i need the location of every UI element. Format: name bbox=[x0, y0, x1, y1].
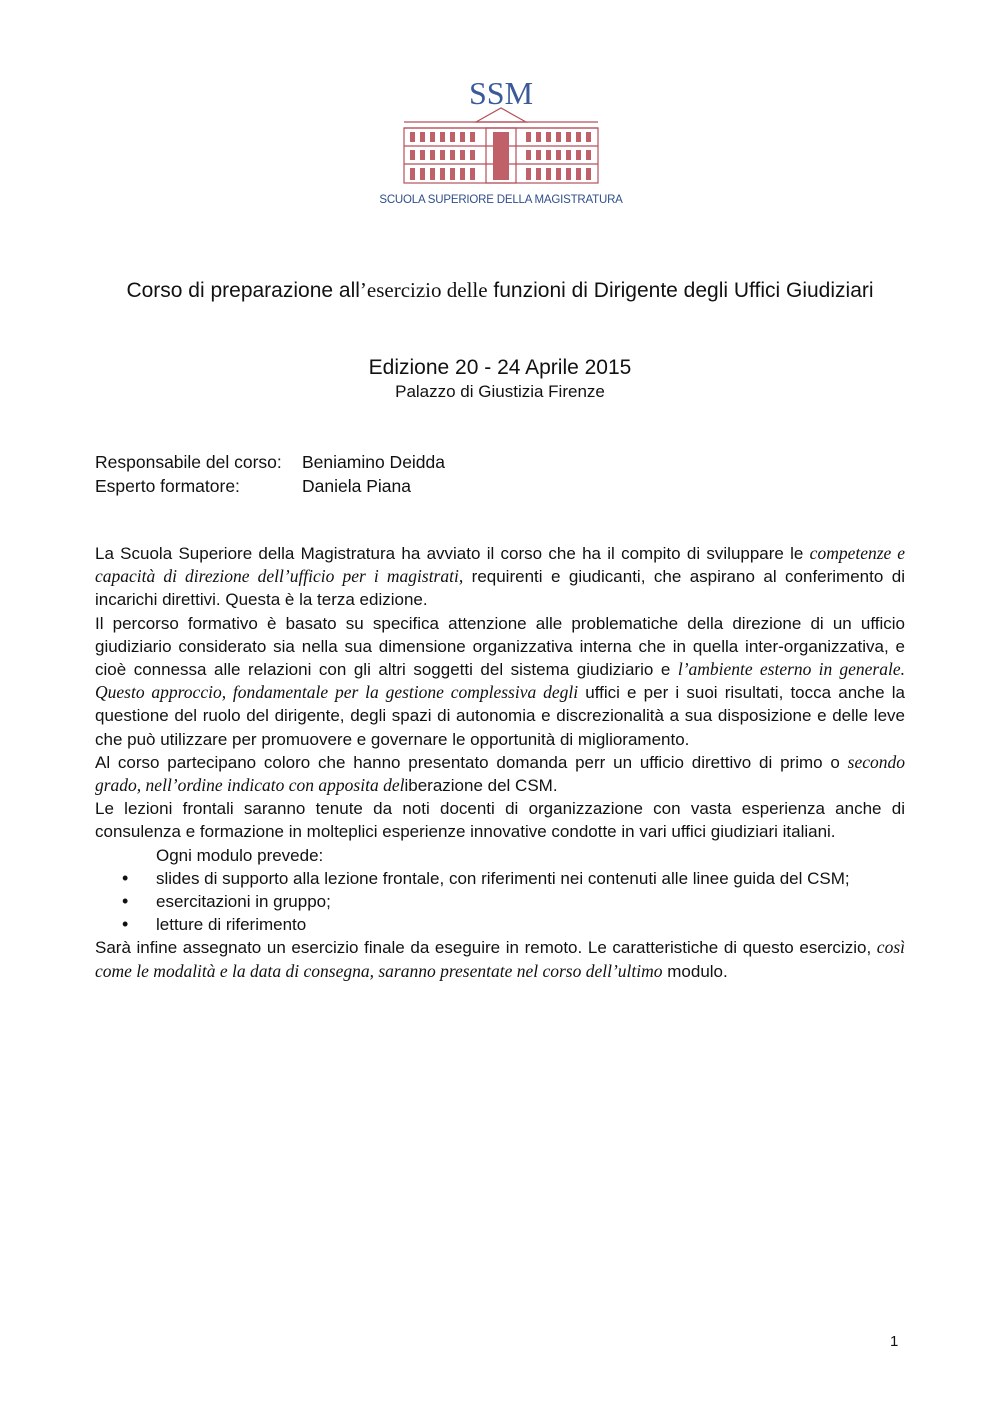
paragraph-intro bbox=[95, 542, 905, 612]
logo-name: Scuola Superiore della Magistratura bbox=[379, 194, 623, 206]
venue: Palazzo di Giustizia Firenze bbox=[395, 382, 605, 401]
paragraph-percorso bbox=[95, 612, 905, 751]
paragraph-partecipanti bbox=[95, 751, 905, 797]
partecipanti-text-italic: secondo grado, nell’ordine indicato con apposita del bbox=[95, 751, 905, 796]
responsabile-label: Responsabile del corso: bbox=[95, 452, 282, 472]
responsabile-row bbox=[95, 450, 445, 474]
percorso-text-1: Il percorso formativo è basato su specifica attenzione alle problematiche della direzione di un ufficio giudiziario considerato sia nella sua dimensione organizzativa interna che in quella inter-organizzativa, e cioè connessa alle relazioni con gli altri soggetti del sistema giudiziario e bbox=[95, 613, 905, 680]
intro-text-2: requirenti e giudicanti, che aspirano al conferimento di incarichi direttivi. Questa è la terza edizione. bbox=[95, 567, 905, 610]
intro-text-italic: competenze e capacità di direzione dell’ufficio per i magistrati, bbox=[95, 543, 905, 587]
percorso-text-2: uffici e per i suoi risultati, tocca anche la questione del ruolo del dirigente, degli spazi di autonomia e discrezionalità a sua disposizione e delle leve che può utilizzare per promuovere e governare le opportunità di miglioramento. bbox=[95, 683, 905, 749]
esercizio-text-italic: così come le modalità e la data di consegna, saranno presentate nel corso dell’ultimo bbox=[95, 937, 905, 981]
paragraph-lezioni: Le lezioni frontali saranno tenute da noti docenti di organizzazione con vasta esperienza anche di consulenza e formazione in molteplici esperienze innovative condotte in vari uffici giudiziari italiani. bbox=[95, 799, 905, 842]
title-part-3: funzioni di Dirigente degli Uffici Giudiziari bbox=[487, 279, 874, 302]
module-list bbox=[95, 867, 905, 937]
list-item: • slides di supporto alla lezione frontale, con riferimenti nei contenuti alle linee guida del CSM; bbox=[95, 867, 905, 890]
paragraph-modulo: Ogni modulo prevede: bbox=[156, 845, 324, 865]
esercizio-text-2: modulo. bbox=[662, 961, 728, 981]
paragraph-esercizio bbox=[95, 936, 905, 982]
esercizio-text-1: Sarà infine assegnato un esercizio finale da eseguire in remoto. Le caratteristiche di questo esercizio, bbox=[95, 938, 877, 958]
esperto-name: Daniela Piana bbox=[302, 476, 411, 496]
body-text bbox=[95, 542, 905, 983]
percorso-text-italic: l’ambiente esterno in generale. Questo approccio, fondamentale per la gestione complessiva degli bbox=[95, 659, 905, 703]
title-part-2: ’esercizio delle bbox=[359, 278, 488, 302]
partecipanti-text-2: iberazione del CSM. bbox=[404, 776, 558, 796]
list-item: • esercitazioni in gruppo; bbox=[95, 890, 905, 913]
title-part-1: Corso di preparazione all bbox=[126, 279, 360, 302]
partecipanti-text-1: Al corso partecipano coloro che hanno presentato domanda perr un ufficio direttivo di primo o bbox=[95, 752, 848, 772]
esperto-label: Esperto formatore: bbox=[95, 476, 240, 496]
list-item: • letture di riferimento bbox=[95, 913, 905, 936]
edition-dates: Edizione 20 - 24 Aprile 2015 bbox=[368, 356, 632, 379]
course-people bbox=[95, 450, 445, 498]
logo-acronym: SSM bbox=[468, 75, 534, 111]
ssm-logo bbox=[379, 70, 623, 208]
intro-text-1: La Scuola Superiore della Magistratura ha avviato il corso che ha il compito di sviluppare le bbox=[95, 544, 810, 563]
responsabile-name: Beniamino Deidda bbox=[302, 452, 446, 472]
document-title bbox=[100, 277, 900, 304]
esperto-row bbox=[95, 474, 445, 498]
page-number: 1 bbox=[890, 1333, 899, 1350]
